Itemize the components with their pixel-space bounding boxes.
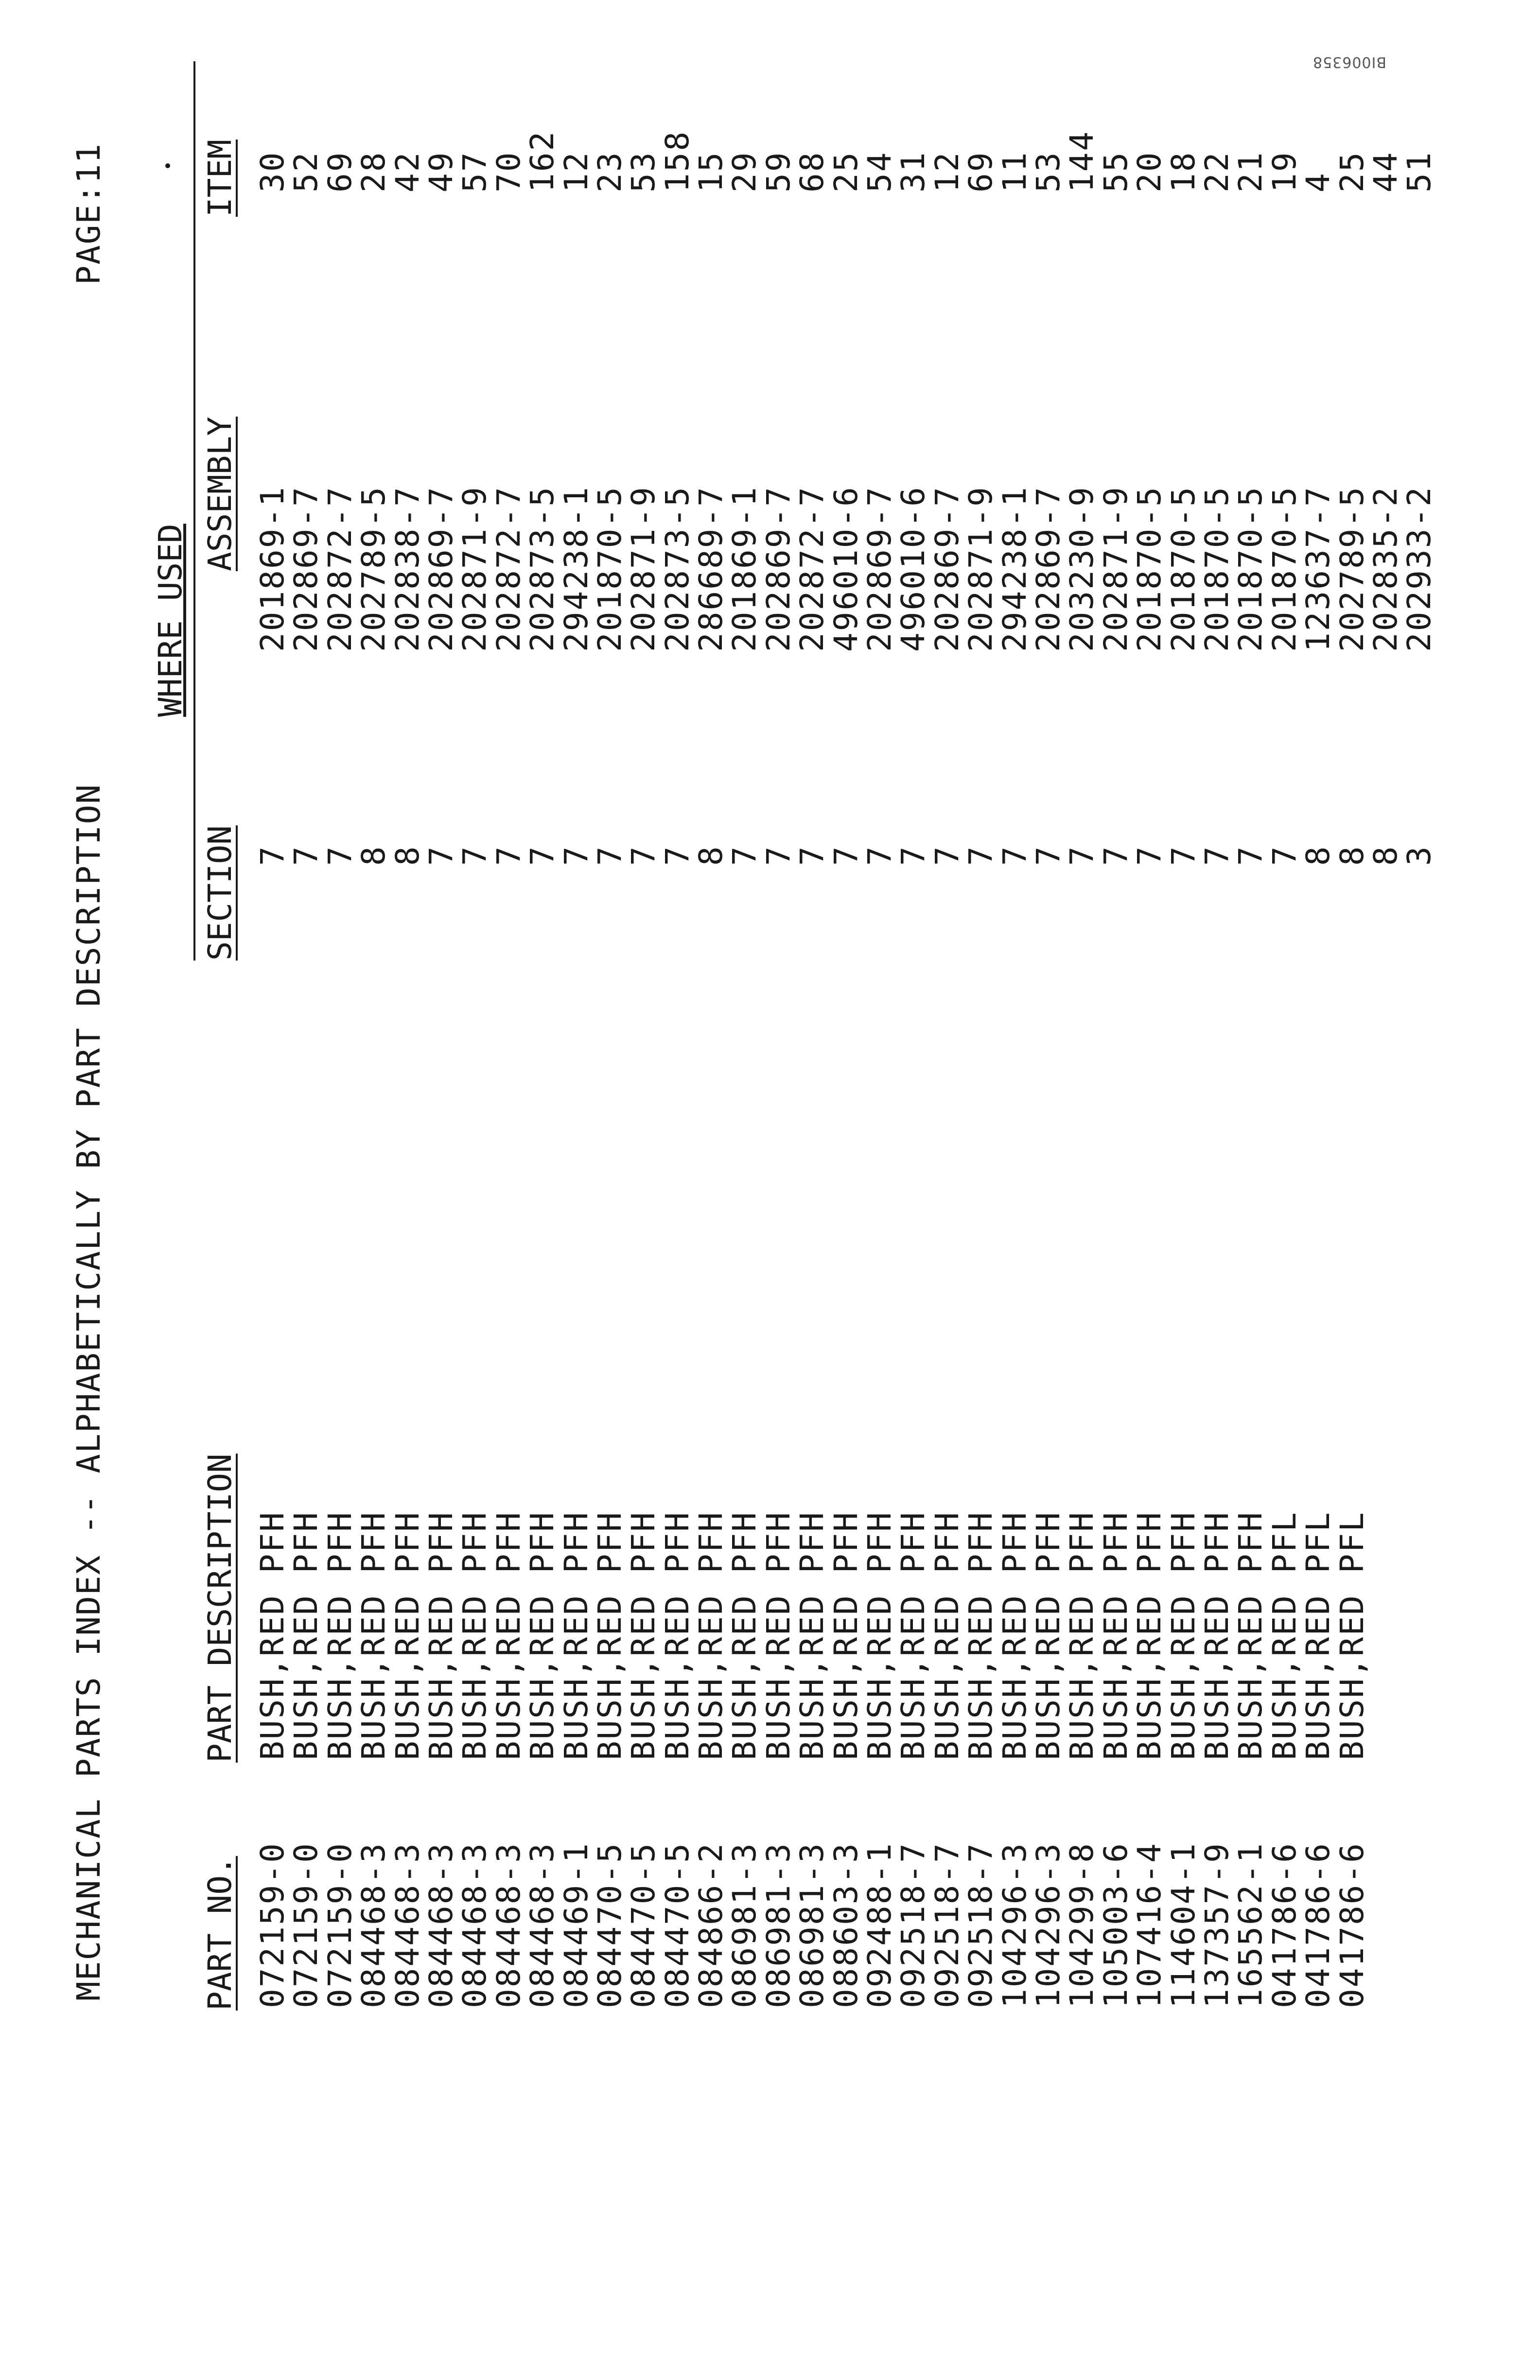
item-cell: 11 (996, 151, 1033, 192)
section-cell: 8 (388, 845, 426, 866)
item-cell: 54 (861, 151, 899, 192)
part-description-cell: BUSH,RED PFH (456, 1511, 494, 1760)
item-cell: 19 (1265, 151, 1303, 192)
table-row (557, 0, 595, 2380)
part-description-cell: BUSH,RED PFH (287, 1511, 325, 1760)
section-cell: 7 (894, 845, 932, 866)
assembly-cell: 496010-6 (827, 486, 865, 652)
part-description-cell: BUSH,RED PFH (254, 1511, 291, 1760)
part-description-cell: BUSH,RED PFH (321, 1511, 359, 1760)
part-number-cell: 072159-0 (254, 1842, 291, 2008)
section-cell: 7 (456, 845, 494, 866)
table-row (996, 0, 1033, 2380)
item-cell: 4 (1299, 172, 1337, 192)
item-cell: 53 (625, 151, 663, 192)
table-row (759, 0, 797, 2380)
table-row (861, 0, 899, 2380)
table-row (254, 0, 291, 2380)
column-header-description: PART DESCRIPTION (201, 1453, 239, 1763)
page-number: PAGE:11 (70, 142, 107, 285)
part-number-cell: 104296-3 (996, 1842, 1033, 2008)
assembly-cell: 202871-9 (1097, 486, 1135, 652)
assembly-cell: 202872-7 (793, 486, 831, 652)
item-cell: 51 (1400, 151, 1438, 192)
table-row (1097, 0, 1135, 2380)
part-number-cell: 107416-4 (1131, 1842, 1169, 2008)
section-cell: 7 (1097, 845, 1135, 866)
part-number-cell: 104299-8 (1063, 1842, 1101, 2008)
assembly-cell: 294238-1 (557, 486, 595, 652)
part-description-cell: BUSH,RED PFH (388, 1511, 426, 1760)
section-cell: 7 (422, 845, 460, 866)
item-cell: 44 (1366, 151, 1404, 192)
part-number-cell: 088603-3 (827, 1842, 865, 2008)
item-cell: 57 (456, 151, 494, 192)
table-row (625, 0, 663, 2380)
part-number-cell: 084470-5 (625, 1842, 663, 2008)
assembly-cell: 202871-9 (456, 486, 494, 652)
part-number-cell: 084468-3 (456, 1842, 494, 2008)
assembly-cell: 201870-5 (1198, 486, 1236, 652)
part-number-cell: 084866-2 (692, 1842, 730, 2008)
document-id: BI006358 (1312, 53, 1386, 70)
part-number-cell: 086981-3 (793, 1842, 831, 2008)
part-number-cell: 137357-9 (1198, 1842, 1236, 2008)
table-row (726, 0, 764, 2380)
part-number-cell: 092518-7 (894, 1842, 932, 2008)
assembly-cell: 202789-5 (355, 486, 393, 652)
table-row (1131, 0, 1169, 2380)
item-cell: 144 (1063, 130, 1101, 192)
section-cell: 7 (1265, 845, 1303, 866)
table-row (1299, 0, 1337, 2380)
part-description-cell: BUSH,RED PFH (1097, 1511, 1135, 1760)
section-cell: 7 (726, 845, 764, 866)
section-cell: 7 (1164, 845, 1202, 866)
item-cell: 12 (928, 151, 966, 192)
column-header-assembly: ASSEMBLY (201, 417, 239, 571)
section-cell: 7 (524, 845, 561, 866)
item-cell: 15 (692, 151, 730, 192)
assembly-cell: 294238-1 (996, 486, 1033, 652)
section-cell: 7 (962, 845, 1000, 866)
item-cell: 23 (591, 151, 629, 192)
column-header-section: SECTION (201, 825, 239, 961)
assembly-cell: 202873-5 (524, 486, 561, 652)
assembly-cell: 203230-9 (1063, 486, 1101, 652)
assembly-cell: 202872-7 (490, 486, 527, 652)
column-header-item: ITEM (201, 140, 239, 217)
item-cell: 69 (321, 151, 359, 192)
section-cell: 7 (625, 845, 663, 866)
assembly-cell: 202869-7 (287, 486, 325, 652)
part-description-cell: BUSH,RED PFH (422, 1511, 460, 1760)
where-used-header: WHERE USED (152, 524, 189, 717)
item-cell: 12 (557, 151, 595, 192)
table-row (321, 0, 359, 2380)
part-description-cell: BUSH,RED PFH (625, 1511, 663, 1760)
part-number-cell: 086981-3 (726, 1842, 764, 2008)
part-description-cell: BUSH,RED PFH (591, 1511, 629, 1760)
item-cell: 42 (388, 151, 426, 192)
section-cell: 7 (287, 845, 325, 866)
assembly-cell: 201870-5 (1164, 486, 1202, 652)
part-number-cell: 041786-6 (1299, 1842, 1337, 2008)
item-cell: 68 (793, 151, 831, 192)
part-number-cell: 041786-6 (1333, 1842, 1371, 2008)
section-cell: 8 (1366, 845, 1404, 866)
part-description-cell: BUSH,RED PFH (557, 1511, 595, 1760)
item-cell: 28 (355, 151, 393, 192)
assembly-cell: 202873-5 (658, 486, 696, 652)
part-number-cell: 105003-6 (1097, 1842, 1135, 2008)
part-number-cell: 084468-3 (490, 1842, 527, 2008)
part-number-cell: 084468-3 (422, 1842, 460, 2008)
section-cell: 8 (1333, 845, 1371, 866)
section-cell: 7 (928, 845, 966, 866)
table-row (355, 0, 393, 2380)
table-row (591, 0, 629, 2380)
part-number-cell: 084468-3 (388, 1842, 426, 2008)
section-cell: 7 (1131, 845, 1169, 866)
item-cell: 25 (1333, 151, 1371, 192)
section-cell: 7 (861, 845, 899, 866)
assembly-cell: 496010-6 (894, 486, 932, 652)
part-description-cell: BUSH,RED PFH (793, 1511, 831, 1760)
item-cell: 31 (894, 151, 932, 192)
part-description-cell: BUSH,RED PFL (1333, 1511, 1371, 1760)
assembly-cell: 286689-7 (692, 486, 730, 652)
page-title: MECHANICAL PARTS INDEX -- ALPHABETICALLY BY PART DESCRIPTION (70, 783, 107, 2001)
part-description-cell: BUSH,RED PFH (355, 1511, 393, 1760)
table-row (962, 0, 1000, 2380)
section-cell: 7 (1198, 845, 1236, 866)
part-description-cell: BUSH,RED PFH (692, 1511, 730, 1760)
part-number-cell: 084469-1 (557, 1842, 595, 2008)
part-number-cell: 041786-6 (1265, 1842, 1303, 2008)
section-cell: 7 (1029, 845, 1067, 866)
table-row (1366, 0, 1404, 2380)
section-cell: 7 (658, 845, 696, 866)
item-cell: 49 (422, 151, 460, 192)
part-description-cell: BUSH,RED PFH (490, 1511, 527, 1760)
table-row (894, 0, 932, 2380)
part-description-cell: BUSH,RED PFL (1265, 1511, 1303, 1760)
part-description-cell: BUSH,RED PFH (524, 1511, 561, 1760)
assembly-cell: 202869-7 (861, 486, 899, 652)
assembly-cell: 201870-5 (1265, 486, 1303, 652)
table-row (526, 0, 560, 2380)
item-cell: 70 (490, 151, 527, 192)
table-row (388, 0, 426, 2380)
section-cell: 7 (827, 845, 865, 866)
part-number-cell: 072159-0 (321, 1842, 359, 2008)
column-header-part-no: PART NO. (201, 1856, 239, 2011)
item-cell: 69 (962, 151, 1000, 192)
section-cell: 7 (1063, 845, 1101, 866)
part-number-cell: 084470-5 (591, 1842, 629, 2008)
part-number-cell: 092488-1 (861, 1842, 899, 2008)
table-row (1063, 0, 1101, 2380)
section-cell: 7 (1232, 845, 1270, 866)
part-description-cell: BUSH,RED PFH (1232, 1511, 1270, 1760)
table-row (827, 0, 865, 2380)
section-cell: 7 (557, 845, 595, 866)
assembly-cell: 202835-2 (1366, 486, 1404, 652)
part-description-cell: BUSH,RED PFH (996, 1511, 1033, 1760)
table-row (1232, 0, 1270, 2380)
item-cell: 22 (1198, 151, 1236, 192)
assembly-cell: 201870-5 (1232, 486, 1270, 652)
table-row (1400, 0, 1438, 2380)
part-description-cell: BUSH,RED PFH (1164, 1511, 1202, 1760)
section-cell: 7 (591, 845, 629, 866)
part-description-cell: BUSH,RED PFH (1131, 1511, 1169, 1760)
item-cell: 162 (524, 130, 561, 192)
assembly-cell: 202872-7 (321, 486, 359, 652)
part-description-cell: BUSH,RED PFH (962, 1511, 1000, 1760)
assembly-cell: 201870-5 (591, 486, 629, 652)
part-description-cell: BUSH,RED PFH (827, 1511, 865, 1760)
part-number-cell: 114604-1 (1164, 1842, 1202, 2008)
part-number-cell: 084470-5 (658, 1842, 696, 2008)
table-row (1029, 0, 1067, 2380)
assembly-cell: 202869-7 (422, 486, 460, 652)
item-cell: 59 (759, 151, 797, 192)
item-cell: 25 (827, 151, 865, 192)
part-description-cell: BUSH,RED PFH (658, 1511, 696, 1760)
part-number-cell: 086981-3 (759, 1842, 797, 2008)
part-description-cell: BUSH,RED PFH (861, 1511, 899, 1760)
item-cell: 53 (1029, 151, 1067, 192)
section-cell: 7 (321, 845, 359, 866)
assembly-cell: 202838-7 (388, 486, 426, 652)
part-number-cell: 165562-1 (1232, 1842, 1270, 2008)
section-cell: 7 (759, 845, 797, 866)
item-cell: 18 (1164, 151, 1202, 192)
part-description-cell: BUSH,RED PFH (1029, 1511, 1067, 1760)
table-row (456, 0, 494, 2380)
part-number-cell: 084468-3 (355, 1842, 393, 2008)
item-cell: 30 (254, 151, 291, 192)
table-row (422, 0, 460, 2380)
part-description-cell: BUSH,RED PFH (894, 1511, 932, 1760)
section-cell: 7 (793, 845, 831, 866)
table-row (692, 0, 730, 2380)
assembly-cell: 202933-2 (1400, 486, 1438, 652)
table-row (1265, 0, 1303, 2380)
assembly-cell: 202871-9 (625, 486, 663, 652)
section-cell: 8 (1299, 845, 1337, 866)
table-row (793, 0, 831, 2380)
table-row (287, 0, 325, 2380)
assembly-cell: 202869-7 (759, 486, 797, 652)
item-cell: 20 (1131, 151, 1169, 192)
part-description-cell: BUSH,RED PFH (726, 1511, 764, 1760)
assembly-cell: 201869-1 (254, 486, 291, 652)
assembly-cell: 202871-9 (962, 486, 1000, 652)
table-row (658, 0, 696, 2380)
item-cell: 52 (287, 151, 325, 192)
item-cell: 29 (726, 151, 764, 192)
part-number-cell: 104296-3 (1029, 1842, 1067, 2008)
part-number-cell: 084468-3 (524, 1842, 561, 2008)
parts-table-body (254, 0, 1438, 2380)
assembly-cell: 202789-5 (1333, 486, 1371, 652)
section-cell: 7 (490, 845, 527, 866)
section-cell: 7 (996, 845, 1033, 866)
assembly-cell: 123637-7 (1299, 486, 1337, 652)
part-number-cell: 092518-7 (962, 1842, 1000, 2008)
table-row (1198, 0, 1236, 2380)
part-description-cell: BUSH,RED PFH (928, 1511, 966, 1760)
table-row (928, 0, 966, 2380)
section-cell: 8 (692, 845, 730, 866)
where-used-rule (193, 61, 195, 961)
stray-mark (165, 163, 170, 168)
assembly-cell: 202869-7 (1029, 486, 1067, 652)
part-number-cell: 092518-7 (928, 1842, 966, 2008)
item-cell: 55 (1097, 151, 1135, 192)
section-cell: 8 (355, 845, 393, 866)
part-description-cell: BUSH,RED PFH (1198, 1511, 1236, 1760)
part-number-cell: 072159-0 (287, 1842, 325, 2008)
assembly-cell: 201869-1 (726, 486, 764, 652)
table-row (1164, 0, 1202, 2380)
section-cell: 3 (1400, 845, 1438, 866)
part-description-cell: BUSH,RED PFH (1063, 1511, 1101, 1760)
item-cell: 21 (1232, 151, 1270, 192)
table-row (490, 0, 527, 2380)
assembly-cell: 201870-5 (1131, 486, 1169, 652)
item-cell: 158 (658, 130, 696, 192)
section-cell: 7 (254, 845, 291, 866)
assembly-cell: 202869-7 (928, 486, 966, 652)
part-description-cell: BUSH,RED PFH (759, 1511, 797, 1760)
part-description-cell: BUSH,RED PFL (1299, 1511, 1337, 1760)
